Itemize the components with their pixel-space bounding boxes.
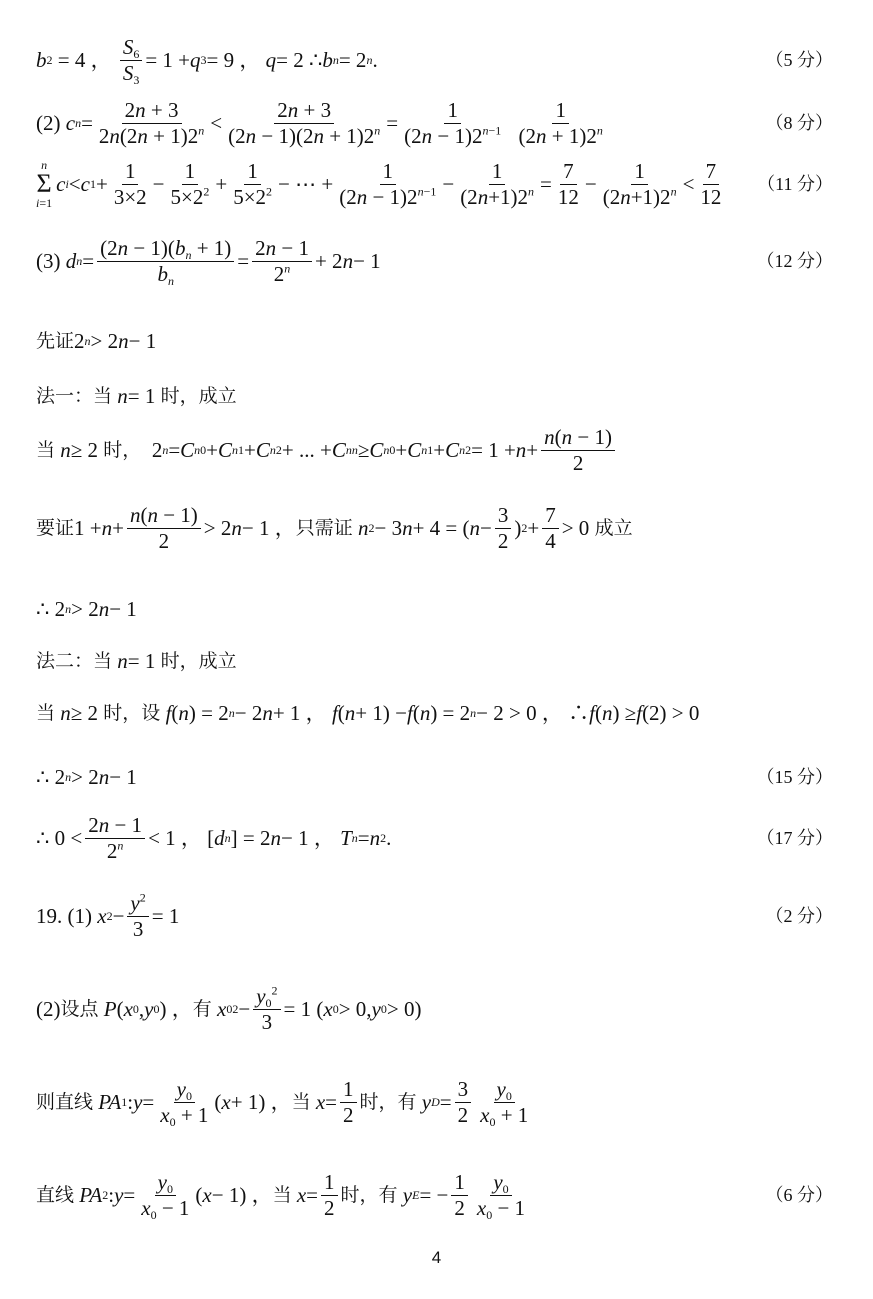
solution-line-16: 则直线 PA 1 : y = $\frac{y_0}{x_0 + 1}$ ( x + 1) ， 当 x = $\frac{1}{2}$ 时，有 y D = $\frac{3}{2}$ $\frac{y_0}{x_0 + 1}$	[36, 1076, 529, 1129]
solution-line-8: 要证 1 + n + $\frac{n(n - 1)}{2}$ > 2 n − 1 ， 只需证 n 2 − 3 n + 4 = ( n − $\frac{3}{2}$ ) 2 + $\frac{7}{4}$ > 0 成立	[36, 502, 633, 553]
solution-line-1: b 2 = 4 ， $\frac{S_6}{S_3}$ = 1 + q 3 = 9 ， q = 2 ∴ b n = 2 n . （5 分）	[36, 34, 833, 87]
solution-line-12: ∴ 2 n > 2 n − 1 （15 分）	[36, 764, 833, 789]
points-label: （8 分）	[765, 113, 833, 133]
solution-line-6: 法一：当 n = 1 时，成立	[36, 383, 237, 408]
solution-line-4: (3) d n = $\frac{(2n - 1)(b_n + 1)}{b_n}$ = $\frac{2n - 1}{2^n}$ + 2 n − 1 （12 分）	[36, 235, 833, 288]
points-label: （15 分）	[756, 767, 833, 787]
solution-line-7: 当 n ≥ 2 时， 2 n = C n 0 + C n 1 + C n 2 + ... + C n n ≥ C n 0 + C n 1 + C n 2 = 1 + n + $\frac{n(n - 1)}{2}$	[36, 422, 833, 478]
solution-line-5: 先证 2 n > 2 n − 1	[36, 328, 157, 353]
solution-line-2: (2) c n = $\frac{2n + 3}{2n(2n + 1)2^n}$ < $\frac{2n + 3}{(2n - 1)(2n + 1)2^n}$ = $\frac{1}{(2n - 1)2^{n-1}}$ $\frac{1}{(2n + 1)2^n}$ （8 分）	[36, 97, 833, 148]
points-label: （6 分）	[765, 1185, 833, 1205]
solution-line-9: ∴ 2 n > 2 n − 1	[36, 596, 137, 621]
solution-line-10: 法二：当 n = 1 时，成立	[36, 648, 237, 673]
page-number: 4	[431, 1248, 442, 1267]
points-label: （12 分）	[756, 251, 833, 271]
solution-line-13: ∴ 0 < $\frac{2n - 1}{2^n}$ < 1 ， [ d n ] = 2 n − 1 ， T n = n 2 . （17 分）	[36, 812, 833, 863]
points-label: （11 分）	[757, 174, 833, 194]
solution-line-14: 19. (1) x 2 − $\frac{y^2}{3}$ = 1 （2 分）	[36, 890, 833, 941]
solution-line-15: (2) 设点 P ( x 0 , y 0 ) ， 有 x 0 2 − $\frac{y_0^2}{3}$ = 1 ( x 0 > 0, y 0 > 0)	[36, 983, 422, 1034]
solution-line-3: n Σ i=1 c i < c 1 + $\frac{1}{3\times 2}$ − $\frac{1}{5\times 2^2}$ + $\frac{1}{5\times 2^2}$ − ⋯ + $\frac{1}{(2n - 1)2^{n-1}}$ − $\frac{1}{(2n+1)2^n}$ = $\frac{7}{12}$ − $\frac{1}{(2n+1)2^n}$ < $\frac{7}{12}$ （11 分）	[36, 158, 833, 210]
solution-line-11: 当 n ≥ 2 时，设 f ( n ) = 2 n − 2 n + 1 ， f ( n + 1) − f ( n ) = 2 n − 2 > 0 ， ∴ f ( n ) ≥ f (2) > 0	[36, 700, 700, 725]
points-label: （17 分）	[756, 828, 833, 848]
points-label: （2 分）	[765, 906, 833, 926]
points-label: （5 分）	[765, 50, 833, 70]
solution-line-17: 直线 PA 2 : y = $\frac{y_0}{x_0 - 1}$ ( x − 1) ， 当 x = $\frac{1}{2}$ 时，有 y E = − $\frac{1}{2}$ $\frac{y_0}{x_0 - 1}$ （6 分）	[36, 1169, 833, 1222]
